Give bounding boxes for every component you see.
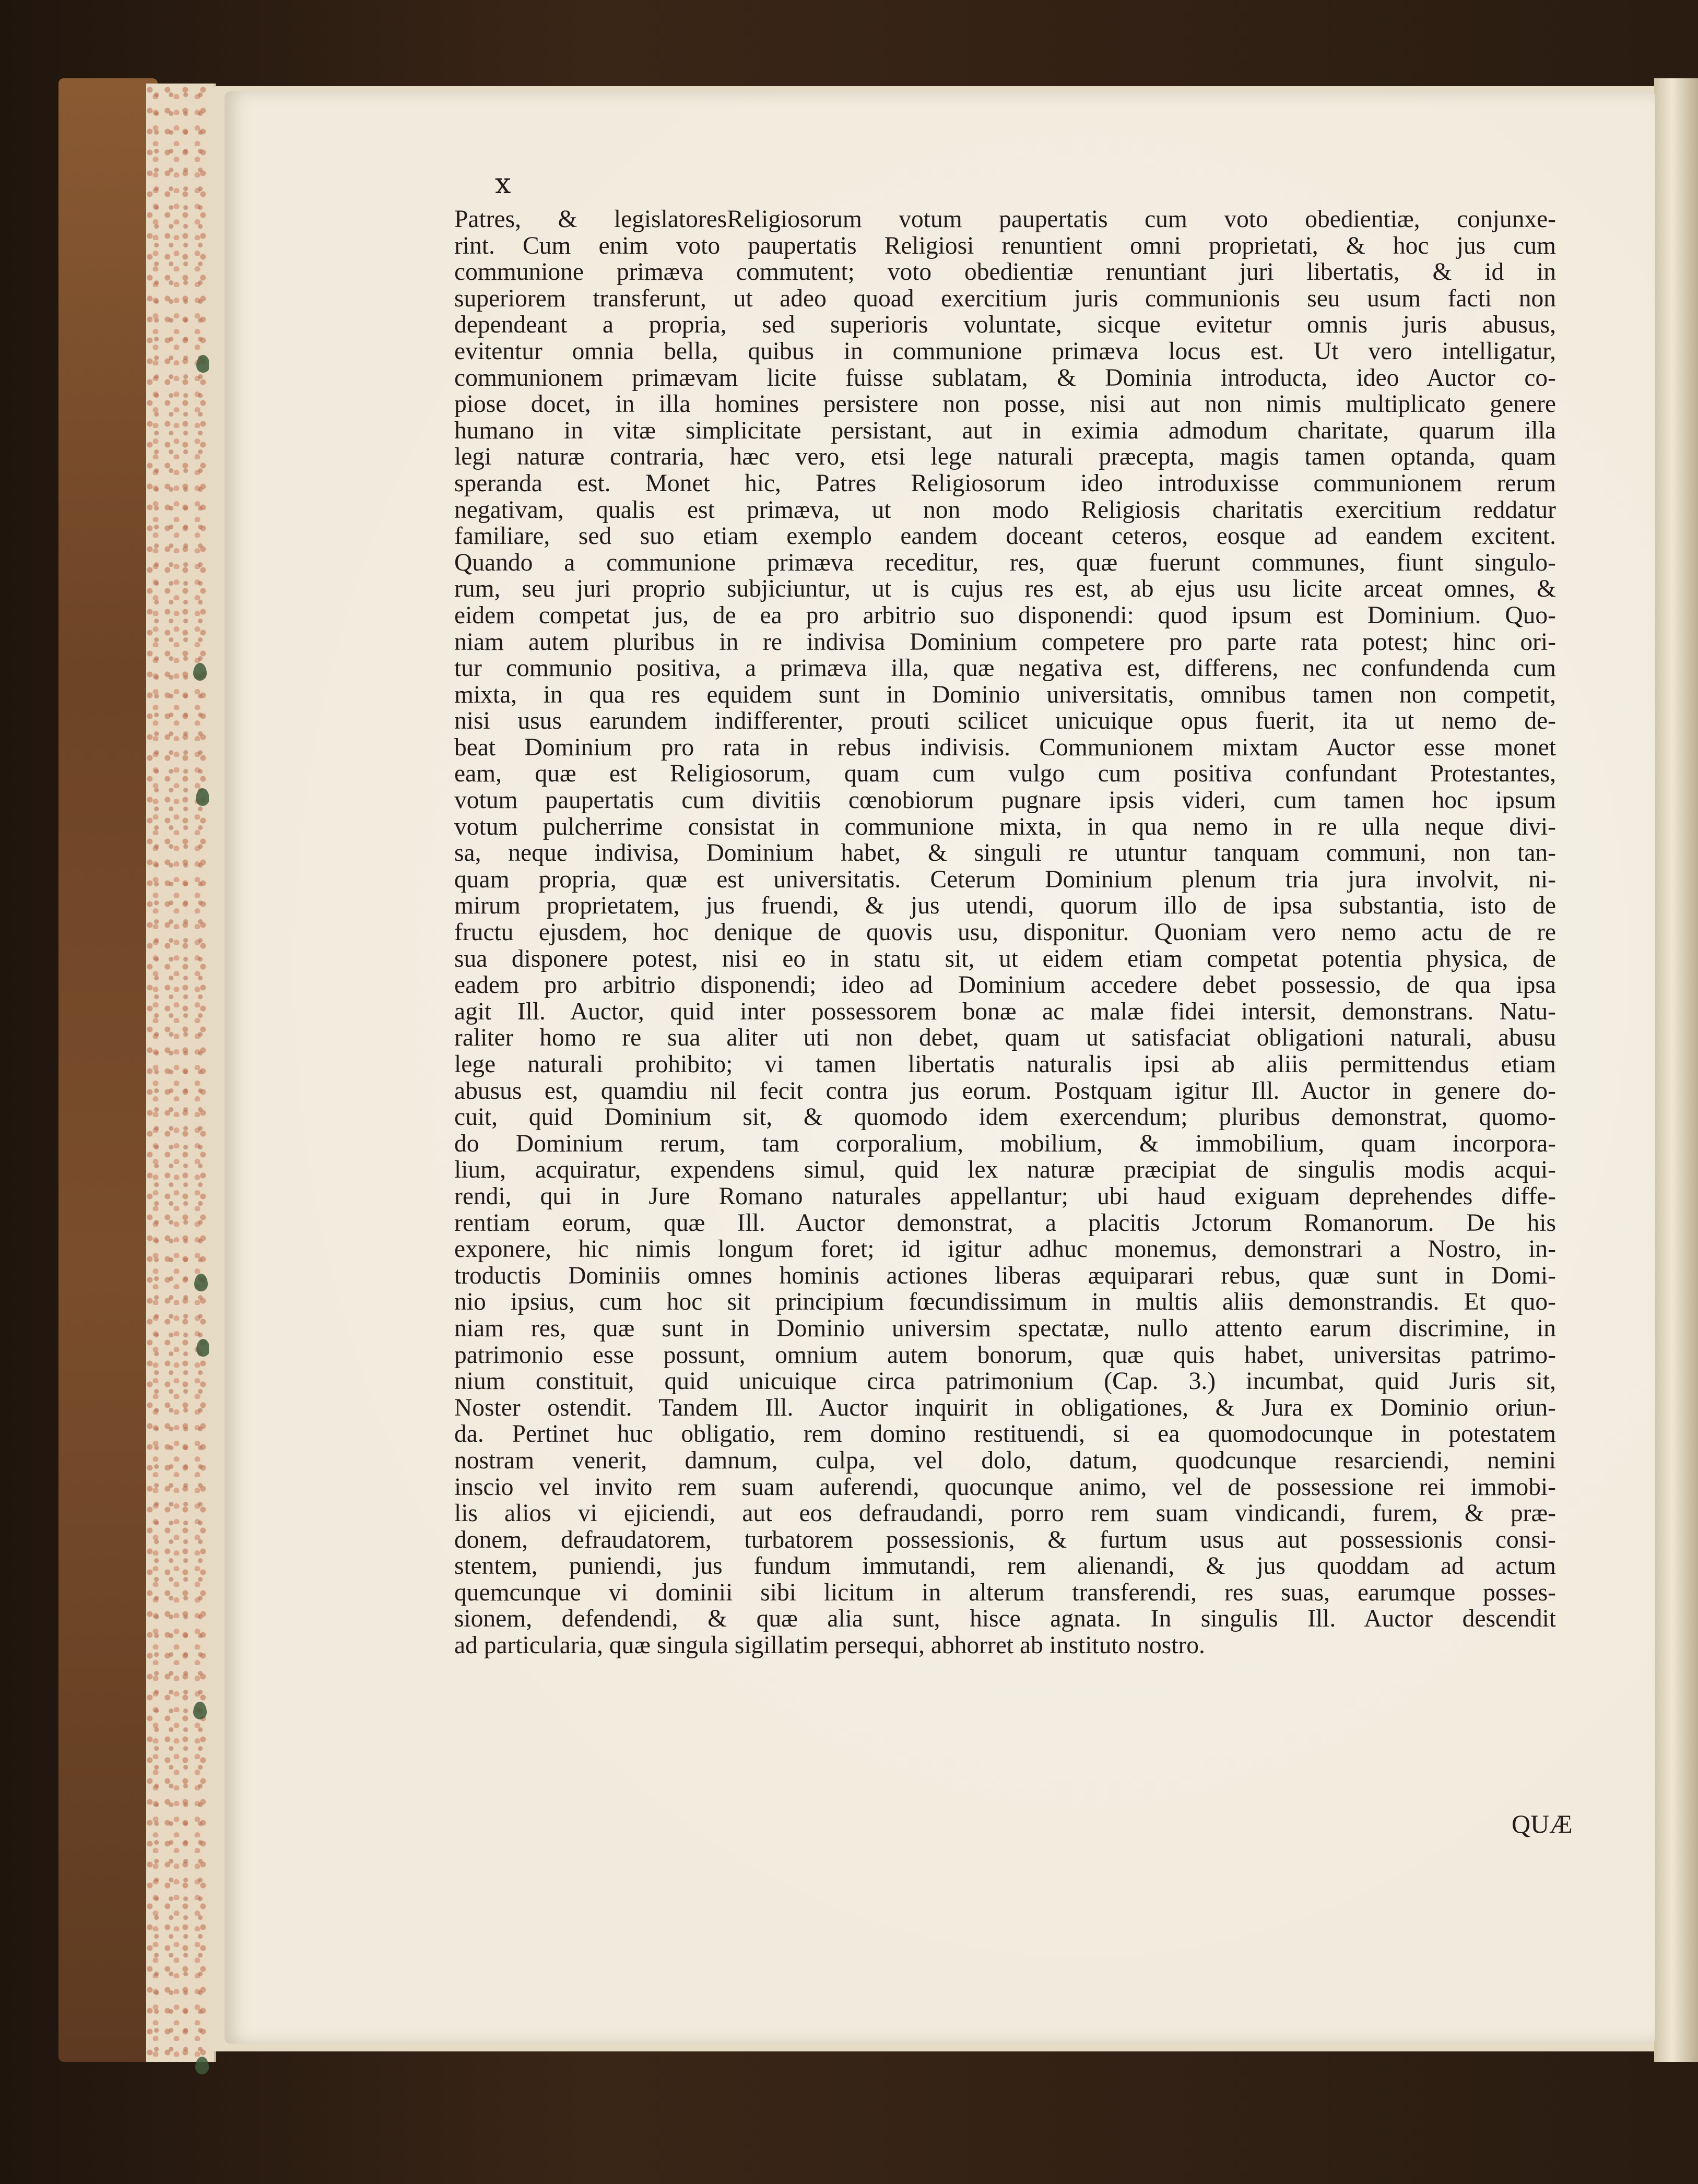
text-line: cuit, quid Dominium sit, & quomodo idem exercendum; pluribus demonstrat, quomo- (454, 1104, 1556, 1131)
text-line: nostram venerit, damnum, culpa, vel dolo, datum, quodcunque resarciendi, nemini (454, 1447, 1556, 1474)
text-line: nio ipsius, cum hoc sit principium fœcundissimum in multis aliis demonstrandis. Et quo- (454, 1289, 1556, 1315)
text-line: eadem pro arbitrio disponendi; ideo ad Dominium accedere debet possessio, de qua ipsa (454, 972, 1556, 999)
text-line: piose docet, in illa homines persistere non posse, nisi aut non nimis multiplicato genere (454, 391, 1556, 418)
text-line: legi naturæ contraria, hæc vero, etsi lege naturali præcepta, magis tamen optanda, quam (454, 444, 1556, 470)
text-line: rentiam eorum, quæ Ill. Auctor demonstrat, a placitis Jctorum Romanorum. De his (454, 1209, 1556, 1237)
text-line: lium, acquiratur, expendens simul, quid lex naturæ præcipiat de singulis modis acqui- (454, 1157, 1556, 1183)
text-line: votum paupertatis cum divitiis cœnobiorum pugnare ipsis videri, cum tamen hoc ipsum (454, 787, 1556, 814)
leaf-ornament-icon (193, 1702, 207, 1719)
text-line: sa, neque indivisa, Dominium habet, & singuli re utuntur tanquam communi, non tan- (454, 840, 1556, 867)
text-line: exponere, hic nimis longum foret; id igitur adhuc monemus, demonstrari a Nostro, in- (454, 1236, 1556, 1263)
leaf-ornament-icon (193, 663, 207, 681)
text-line: lege naturali prohibito; vi tamen libertatis naturalis ipsi ab aliis permittendus etiam (454, 1051, 1556, 1078)
text-line: mixta, in qua res equidem sunt in Dominio universitatis, omnibus tamen non competit, (454, 681, 1556, 708)
text-line: inscio vel invito rem suam auferendi, quocunque animo, vel de possessione rei immobi- (454, 1474, 1556, 1501)
leaf-ornament-icon (196, 355, 210, 373)
text-line: familiare, sed suo etiam exemplo eandem doceant ceteros, eosque ad eandem excitent. (454, 523, 1556, 550)
text-line: negativam, qualis est primæva, ut non modo Religiosis charitatis exercitium reddatur (454, 496, 1556, 524)
text-line: beat Dominium pro rata in rebus indivisis. Communionem mixtam Auctor esse monet (454, 734, 1556, 761)
text-line: stentem, puniendi, jus fundum immutandi, rem alienandi, & jus quoddam ad actum (454, 1553, 1556, 1580)
text-line: votum pulcherrime consistat in communione mixta, in qua nemo in re ulla neque divi- (454, 813, 1556, 840)
text-line: fructu ejusdem, hoc denique de quovis usu, disponitur. Quoniam vero nemo actu de re (454, 919, 1556, 946)
text-line: agit Ill. Auctor, quid inter possessorem bonæ ac malæ fidei intersit, demonstrans. Natu- (454, 998, 1556, 1025)
text-line: tur communio positiva, a primæva illa, quæ negativa est, differens, nec confundenda cum (454, 655, 1556, 682)
text-line: ad particularia, quæ singula sigillatim persequi, abhorret ab instituto nostro. (454, 1632, 1205, 1659)
leaf-ornament-icon (195, 2057, 209, 2074)
text-line: eam, quæ est Religiosorum, quam cum vulgo cum positiva confundant Protestantes, (454, 761, 1556, 788)
text-line: donem, defraudatorem, turbatorem possessionis, & furtum usus aut possessionis consi- (454, 1526, 1556, 1553)
leaf-ornament-icon (196, 1339, 210, 1357)
text-line: evitentur omnia bella, quibus in communione primæva locus est. Ut vero intelligatur, (454, 338, 1556, 365)
text-line: niam res, quæ sunt in Dominio universim spectatæ, nullo attento earum discrimine, in (454, 1315, 1556, 1342)
text-line: lis alios vi ejiciendi, aut eos defraudandi, porro rem suam vindicandi, furem, & præ- (454, 1500, 1556, 1527)
text-line: Noster ostendit. Tandem Ill. Auctor inquirit in obligationes, & Jura ex Dominio oriun- (454, 1394, 1556, 1421)
text-line: rum, seu juri proprio subjiciuntur, ut is cujus res est, ab ejus usu licite arceat omnes, & (454, 576, 1556, 602)
text-line: nium constituit, quid unicuique circa patrimonium (Cap. 3.) incumbat, quid Juris sit, (454, 1368, 1556, 1395)
text-line: communionem primævam licite fuisse sublatam, & Dominia introducta, ideo Auctor co- (454, 364, 1556, 391)
text-line: superiorem transferunt, ut adeo quoad exercitium juris communionis seu usum facti non (454, 285, 1556, 312)
leaf-ornament-icon (194, 1274, 208, 1291)
text-line: patrimonio esse possunt, omnium autem bonorum, quæ quis habet, universitas patrimo- (454, 1342, 1556, 1369)
text-line: rendi, qui in Jure Romano naturales appellantur; ubi haud exiguam deprehendes diffe- (454, 1183, 1556, 1210)
text-line: sionem, defendendi, & quæ alia sunt, hisce agnata. In singulis Ill. Auctor descendit (454, 1606, 1556, 1633)
text-line: humano in vitæ simplicitate persistant, aut in eximia admodum charitate, quarum illa (454, 417, 1556, 444)
catchword: QUÆ (1512, 1809, 1573, 1838)
text-line: raliter homo re sua aliter uti non debet, quam ut satisfaciat obligationi naturali, abusu (454, 1025, 1556, 1051)
text-line: quemcunque vi dominii sibi licitum in alterum transferendi, res suas, earumque posses- (454, 1579, 1556, 1606)
text-line: abusus est, quamdiu nil fecit contra jus eorum. Postquam igitur Ill. Auctor in genere do- (454, 1077, 1556, 1105)
body-text (454, 206, 1556, 1659)
cover-board (58, 78, 158, 2062)
text-line: troductis Dominiis omnes hominis actiones liberas æquiparari rebus, quæ sunt in Domi- (454, 1262, 1556, 1289)
text-line: mirum proprietatem, jus fruendi, & jus utendi, quorum illo de ipsa substantia, isto de (454, 893, 1556, 920)
text-line: niam autem pluribus in re indivisa Dominium competere pro parte rata potest; hinc ori- (454, 628, 1556, 656)
leaf-ornament-icon (196, 788, 209, 806)
text-line: da. Pertinet huc obligatio, rem domino restituendi, si ea quomodocunque in potestatem (454, 1421, 1556, 1447)
text-line: nisi usus earundem indifferenter, prouti scilicet unicuique opus fuerit, ita ut nemo de- (454, 708, 1556, 734)
text-line: speranda est. Monet hic, Patres Religiosorum ideo introduxisse communionem rerum (454, 470, 1556, 497)
page-number: x (495, 167, 511, 200)
text-line: eidem competat jus, de ea pro arbitrio suo disponendi: quod ipsum est Dominium. Quo- (454, 602, 1556, 629)
text-line: sua disponere potest, nisi eo in statu sit, ut eidem etiam competat potentia physica, de (454, 945, 1556, 972)
text-line: do Dominium rerum, tam corporalium, mobilium, & immobilium, quam incorpora- (454, 1130, 1556, 1157)
facing-page-edge (1654, 78, 1698, 2062)
text-line: dependeant a propria, sed superioris voluntate, sicque evitetur omnis juris abusus, (454, 312, 1556, 338)
text-line: rint. Cum enim voto paupertatis Religiosi renuntient omni proprietati, & hoc jus cum (454, 232, 1556, 259)
marbled-endpaper (146, 84, 216, 2062)
text-line: communione primæva commutent; voto obedientiæ renuntiant juri libertatis, & id in (454, 259, 1556, 286)
text-line: Patres, & legislatoresReligiosorum votum paupertatis cum voto obedientiæ, conjunxe- (454, 206, 1556, 233)
text-line: quam propria, quæ est universitatis. Ceterum Dominium plenum tria jura involvit, ni- (454, 866, 1556, 893)
text-line: Quando a communione primæva receditur, res, quæ fuerunt communes, fiunt singulo- (454, 549, 1556, 576)
